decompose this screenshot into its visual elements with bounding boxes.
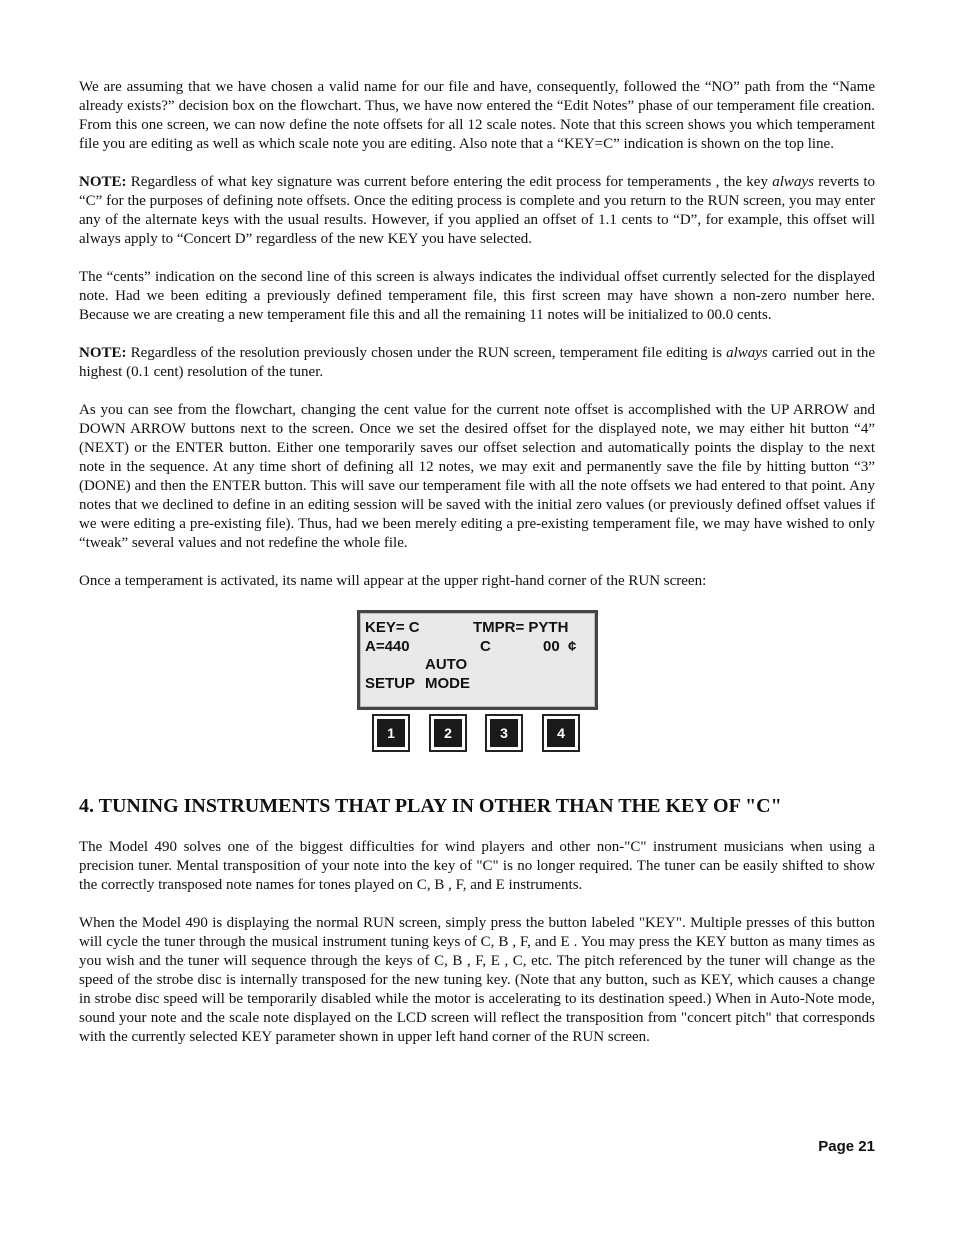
paragraph-temperament-activated: Once a temperament is activated, its name will appear at the upper right-hand corner of the RUN screen:: [79, 573, 707, 589]
lcd-row-3: [365, 656, 595, 675]
soft-button-row: [372, 714, 582, 754]
page-number: Page 21: [818, 1138, 875, 1155]
lcd-row-4: [365, 675, 595, 694]
note-text-b: reverts to “C” for the purposes of defining note offsets. Once the editing process is complete and you return to the RUN screen, you may enter any of the alternate keys with the usual results. However, if you applied an offset of 1.1 cents to “D”, for example, this offset will always apply to “Concert D” regardless of the new KEY you have selected.: [79, 174, 875, 247]
note-emphasis: always: [772, 174, 814, 190]
paragraph-run-screen-key: When the Model 490 is displaying the normal RUN screen, simply press the button labeled "KEY". Multiple presses of this button will cycle the tuner through the musical instrument tuning keys of C, B , F, and E . You may press the KEY button as many times as you wish and the tuner will sequence through the keys of C, B , F, E , C, etc. The pitch referenced by the tuner will change as the speed of the strobe disc is internally transposed for the new tuning key. (Note that any button, such as KEY, which causes a change in strobe disc speed will be temporarily disabled while the motor is accelerating to its destination speed.) When in Auto-Note mode, sound your note and the scale note displayed on the LCD screen will reflect the transposition from "concert pitch" that corresponds with the currently selected KEY parameter shown in upper left hand corner of the RUN screen.: [79, 915, 875, 1045]
section-heading: 4. TUNING INSTRUMENTS THAT PLAY IN OTHER THAN THE KEY OF "C": [79, 795, 782, 817]
paragraph-offset-editing: As you can see from the flowchart, changing the cent value for the current note offset is accomplished with the UP ARROW and DOWN ARROW buttons next to the screen. Once we set the desired offset for the displayed note, we may either hit button “4” (NEXT) or the ENTER button. Either one temporarily saves our offset selection and automatically points the display to the next note in the sequence. At any time short of defining all 12 notes, we may exit and permanently save the file by hitting button “3” (DONE) and then the ENTER button. This will save our temperament file with all the note offsets we had entered to that point. Any notes that we declined to define in an editing session will be saved with the initial zero values (or previously defined offset values if we were editing a pre-existing file). Thus, had we been merely editing a pre-existing temperament file, we may have wished to only “tweak” several values and not redefine the whole file.: [79, 402, 875, 551]
lcd-key: KEY= C: [365, 619, 420, 636]
note-label: NOTE:: [79, 345, 127, 361]
lcd-mode: MODE: [425, 674, 470, 692]
note-text-a: Regardless of what key signature was current before entering the edit process for temperaments , the key: [126, 174, 773, 190]
note-key-reverts: [79, 173, 875, 249]
soft-button-label: 2: [434, 719, 462, 747]
lcd-a-ref: A=440: [365, 637, 410, 655]
lcd-screen: [357, 610, 598, 710]
note-label: NOTE:: [79, 174, 127, 190]
paragraph-model-490: The Model 490 solves one of the biggest difficulties for wind players and other non-"C" instrument musicians when using a precision tuner. Mental transposition of your note into the key of "C" is no longer required. The tuner can be easily shifted to show the correctly transposed note names for tones played on C, B , F, and E instruments.: [79, 839, 875, 893]
note-resolution: [79, 344, 875, 382]
soft-button-2[interactable]: [429, 714, 467, 752]
lcd-figure: [79, 610, 875, 772]
soft-button-1[interactable]: [372, 714, 410, 752]
paragraph-cents-indication: The “cents” indication on the second line of this screen is always indicates the individual offset currently selected for the displayed note. Had we been editing a previously defined temperament file, this first screen may have shown a non-zero number here. Because we are creating a new temperament file this and all the remaining 11 notes will be initialized to 00.0 cents.: [79, 269, 875, 323]
lcd-note: C: [480, 637, 491, 655]
note-text-b: carried out in the highest (0.1 cent) resolution of the tuner.: [79, 345, 875, 380]
soft-button-3[interactable]: [485, 714, 523, 752]
soft-button-label: 1: [377, 719, 405, 747]
lcd-row-2: [365, 638, 595, 657]
lcd-auto: AUTO: [425, 656, 468, 673]
lcd-row-1: [365, 619, 595, 638]
soft-button-4[interactable]: [542, 714, 580, 752]
lcd-tmpr: TMPR= PYTH: [473, 619, 569, 636]
page-body: [79, 78, 875, 1066]
paragraph-edit-notes: We are assuming that we have chosen a valid name for our file and have, consequently, followed the “NO” path from the “Name already exists?” decision box on the flowchart. Thus, we have now entered the “Edit Notes” phase of our temperament file creation. From this one screen, we can now define the note offsets for all 12 scale notes. Note that this screen shows you which temperament file you are editing as well as which scale note you are editing. Also note that a “KEY=C” indication is shown on the top line.: [79, 79, 875, 152]
note-text-a: Regardless of the resolution previously chosen under the RUN screen, temperament file editing is: [126, 345, 727, 361]
lcd-cents: 00 ¢: [543, 637, 577, 655]
soft-button-label: 4: [547, 719, 575, 747]
soft-button-label: 3: [490, 719, 518, 747]
lcd-setup: SETUP: [365, 674, 416, 692]
note-emphasis: always: [726, 345, 768, 361]
